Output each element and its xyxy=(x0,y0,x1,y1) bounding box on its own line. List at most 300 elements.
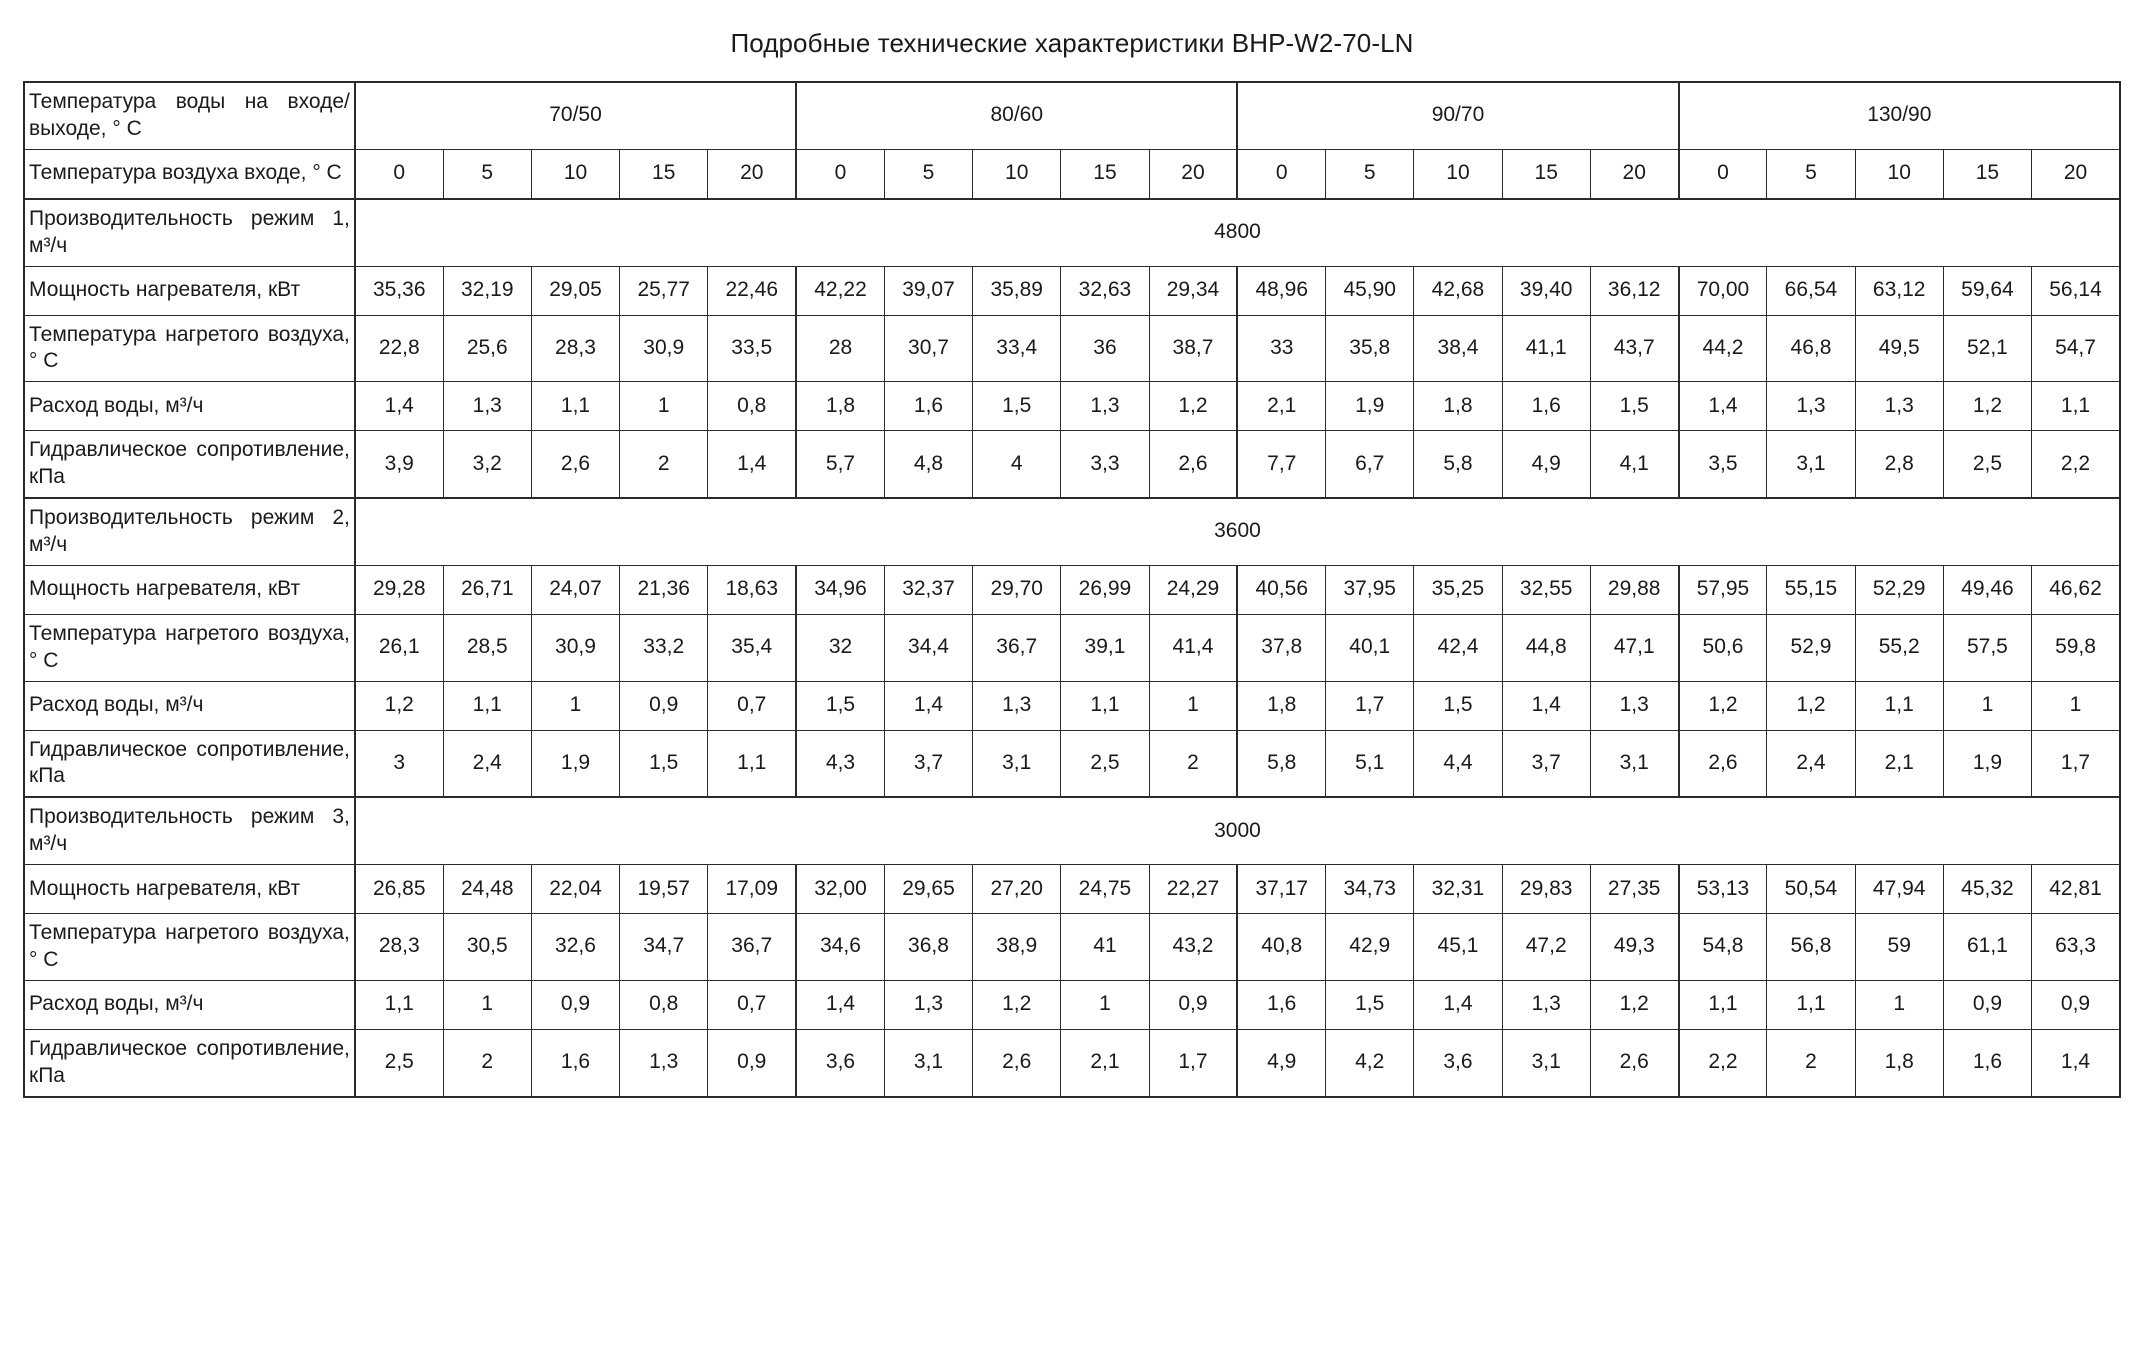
data-cell: 42,4 xyxy=(1414,614,1502,681)
data-cell: 24,29 xyxy=(1149,565,1237,614)
table-row-water-temp xyxy=(24,82,2120,149)
data-cell: 35,8 xyxy=(1326,315,1414,382)
data-cell: 1,1 xyxy=(1679,980,1767,1029)
data-cell: 1,3 xyxy=(443,382,531,431)
data-cell: 1,3 xyxy=(620,1029,708,1096)
data-cell: 1,7 xyxy=(2032,730,2120,797)
data-cell: 0,8 xyxy=(708,382,796,431)
data-cell: 37,8 xyxy=(1237,614,1325,681)
row-label-air-temp-in: Температура воздуха входе, ° С xyxy=(24,149,355,199)
data-cell: 22,27 xyxy=(1149,865,1237,914)
data-cell: 49,3 xyxy=(1590,914,1678,981)
data-cell: 63,3 xyxy=(2032,914,2120,981)
data-cell: 56,8 xyxy=(1767,914,1855,981)
data-cell: 3,6 xyxy=(1414,1029,1502,1096)
data-cell: 1,4 xyxy=(2032,1029,2120,1096)
data-cell: 2,2 xyxy=(1679,1029,1767,1096)
data-cell: 4,3 xyxy=(796,730,884,797)
row-label-water-temp: Температура воды на входе/выходе, ° С xyxy=(24,82,355,149)
data-cell: 5,1 xyxy=(1326,730,1414,797)
data-cell: 1,6 xyxy=(1237,980,1325,1029)
data-cell: 1,5 xyxy=(973,382,1061,431)
data-cell: 34,73 xyxy=(1326,865,1414,914)
air-temp-cell: 0 xyxy=(1237,149,1325,199)
data-cell: 1,9 xyxy=(531,730,619,797)
data-cell: 1,1 xyxy=(708,730,796,797)
air-temp-cell: 5 xyxy=(1326,149,1414,199)
data-cell: 59,64 xyxy=(1943,266,2031,315)
data-cell: 1,3 xyxy=(1767,382,1855,431)
row-label-capacity-1: Производительность режим 1, м³/ч xyxy=(24,199,355,266)
data-cell: 1,1 xyxy=(2032,382,2120,431)
data-cell: 4,2 xyxy=(1326,1029,1414,1096)
data-cell: 45,90 xyxy=(1326,266,1414,315)
air-temp-cell: 0 xyxy=(355,149,443,199)
data-cell: 0,9 xyxy=(708,1029,796,1096)
data-cell: 1,1 xyxy=(531,382,619,431)
data-cell: 32,00 xyxy=(796,865,884,914)
table-row-water-flow-mode-2 xyxy=(24,681,2120,730)
data-cell: 1,9 xyxy=(1943,730,2031,797)
air-temp-cell: 10 xyxy=(1855,149,1943,199)
air-temp-cell: 0 xyxy=(796,149,884,199)
data-cell: 32,37 xyxy=(884,565,972,614)
air-temp-cell: 5 xyxy=(1767,149,1855,199)
table-row-heater-power-mode-2 xyxy=(24,565,2120,614)
data-cell: 30,9 xyxy=(620,315,708,382)
data-cell: 29,28 xyxy=(355,565,443,614)
data-cell: 39,07 xyxy=(884,266,972,315)
data-cell: 2,2 xyxy=(2032,431,2120,498)
air-temp-cell: 5 xyxy=(443,149,531,199)
data-cell: 24,07 xyxy=(531,565,619,614)
data-cell: 3,1 xyxy=(884,1029,972,1096)
data-cell: 63,12 xyxy=(1855,266,1943,315)
data-cell: 49,5 xyxy=(1855,315,1943,382)
table-row-water-flow-mode-3 xyxy=(24,980,2120,1029)
data-cell: 27,35 xyxy=(1590,865,1678,914)
data-cell: 1,4 xyxy=(1679,382,1767,431)
air-temp-cell: 15 xyxy=(1943,149,2031,199)
data-cell: 38,7 xyxy=(1149,315,1237,382)
data-cell: 33,4 xyxy=(973,315,1061,382)
data-cell: 29,70 xyxy=(973,565,1061,614)
data-cell: 1,2 xyxy=(973,980,1061,1029)
data-cell: 26,99 xyxy=(1061,565,1149,614)
data-cell: 3,9 xyxy=(355,431,443,498)
data-cell: 1,2 xyxy=(1679,681,1767,730)
air-temp-cell: 10 xyxy=(1414,149,1502,199)
data-cell: 61,1 xyxy=(1943,914,2031,981)
water-temp-group-3: 130/90 xyxy=(1679,82,2120,149)
data-cell: 2,5 xyxy=(1943,431,2031,498)
data-cell: 52,29 xyxy=(1855,565,1943,614)
data-cell: 2 xyxy=(620,431,708,498)
data-cell: 1 xyxy=(531,681,619,730)
data-cell: 39,1 xyxy=(1061,614,1149,681)
table-row-heated-air-temp-mode-1 xyxy=(24,315,2120,382)
row-label-capacity-2: Производительность режим 2, м³/ч xyxy=(24,498,355,565)
data-cell: 1,3 xyxy=(973,681,1061,730)
air-temp-cell: 15 xyxy=(1061,149,1149,199)
data-cell: 45,1 xyxy=(1414,914,1502,981)
table-row-heater-power-mode-1 xyxy=(24,266,2120,315)
data-cell: 2 xyxy=(1149,730,1237,797)
data-cell: 52,1 xyxy=(1943,315,2031,382)
data-cell: 1,4 xyxy=(796,980,884,1029)
data-cell: 38,9 xyxy=(973,914,1061,981)
data-cell: 45,32 xyxy=(1943,865,2031,914)
data-cell: 1,2 xyxy=(1590,980,1678,1029)
air-temp-cell: 20 xyxy=(708,149,796,199)
table-row-water-flow-mode-1 xyxy=(24,382,2120,431)
data-cell: 41 xyxy=(1061,914,1149,981)
data-cell: 3,3 xyxy=(1061,431,1149,498)
data-cell: 1,5 xyxy=(1590,382,1678,431)
data-cell: 29,88 xyxy=(1590,565,1678,614)
data-cell: 2,1 xyxy=(1855,730,1943,797)
data-cell: 37,17 xyxy=(1237,865,1325,914)
data-cell: 3,1 xyxy=(1502,1029,1590,1096)
data-cell: 36,7 xyxy=(973,614,1061,681)
data-cell: 41,1 xyxy=(1502,315,1590,382)
table-row-heated-air-temp-mode-3 xyxy=(24,914,2120,981)
data-cell: 2,6 xyxy=(531,431,619,498)
row-label-water-flow: Расход воды, м³/ч xyxy=(24,382,355,431)
row-label-heater-power: Мощность нагревателя, кВт xyxy=(24,565,355,614)
data-cell: 40,8 xyxy=(1237,914,1325,981)
row-label-heated-air-temp: Температура нагретого воздуха, ° С xyxy=(24,614,355,681)
data-cell: 50,6 xyxy=(1679,614,1767,681)
data-cell: 3,1 xyxy=(973,730,1061,797)
data-cell: 4,8 xyxy=(884,431,972,498)
data-cell: 2,4 xyxy=(1767,730,1855,797)
data-cell: 1,2 xyxy=(355,681,443,730)
row-label-hydraulic-resistance: Гидравлическое сопротивление, кПа xyxy=(24,1029,355,1096)
data-cell: 42,22 xyxy=(796,266,884,315)
data-cell: 42,9 xyxy=(1326,914,1414,981)
data-cell: 29,83 xyxy=(1502,865,1590,914)
data-cell: 0,9 xyxy=(620,681,708,730)
data-cell: 42,81 xyxy=(2032,865,2120,914)
data-cell: 32,31 xyxy=(1414,865,1502,914)
data-cell: 53,13 xyxy=(1679,865,1767,914)
data-cell: 0,7 xyxy=(708,980,796,1029)
data-cell: 2 xyxy=(443,1029,531,1096)
data-cell: 1,8 xyxy=(1414,382,1502,431)
water-temp-group-1: 80/60 xyxy=(796,82,1237,149)
data-cell: 28,3 xyxy=(355,914,443,981)
data-cell: 0,9 xyxy=(2032,980,2120,1029)
data-cell: 43,2 xyxy=(1149,914,1237,981)
row-label-hydraulic-resistance: Гидравлическое сопротивление, кПа xyxy=(24,730,355,797)
data-cell: 1,3 xyxy=(1590,681,1678,730)
data-cell: 22,46 xyxy=(708,266,796,315)
data-cell: 56,14 xyxy=(2032,266,2120,315)
data-cell: 30,9 xyxy=(531,614,619,681)
row-label-water-flow: Расход воды, м³/ч xyxy=(24,681,355,730)
data-cell: 1,8 xyxy=(796,382,884,431)
data-cell: 2,6 xyxy=(1590,1029,1678,1096)
capacity-value-mode-3: 3000 xyxy=(355,797,2120,864)
data-cell: 47,1 xyxy=(1590,614,1678,681)
data-cell: 1,3 xyxy=(1061,382,1149,431)
data-cell: 1,6 xyxy=(1943,1029,2031,1096)
data-cell: 1,1 xyxy=(1767,980,1855,1029)
data-cell: 1,3 xyxy=(1855,382,1943,431)
data-cell: 34,4 xyxy=(884,614,972,681)
data-cell: 26,71 xyxy=(443,565,531,614)
air-temp-cell: 0 xyxy=(1679,149,1767,199)
data-cell: 0,8 xyxy=(620,980,708,1029)
data-cell: 5,8 xyxy=(1414,431,1502,498)
data-cell: 39,40 xyxy=(1502,266,1590,315)
data-cell: 19,57 xyxy=(620,865,708,914)
data-cell: 26,1 xyxy=(355,614,443,681)
data-cell: 57,95 xyxy=(1679,565,1767,614)
data-cell: 2,1 xyxy=(1237,382,1325,431)
data-cell: 4,9 xyxy=(1502,431,1590,498)
data-cell: 32 xyxy=(796,614,884,681)
data-cell: 30,5 xyxy=(443,914,531,981)
data-cell: 2,4 xyxy=(443,730,531,797)
data-cell: 34,6 xyxy=(796,914,884,981)
data-cell: 44,8 xyxy=(1502,614,1590,681)
data-cell: 28 xyxy=(796,315,884,382)
data-cell: 3 xyxy=(355,730,443,797)
data-cell: 36,8 xyxy=(884,914,972,981)
data-cell: 28,5 xyxy=(443,614,531,681)
data-cell: 1 xyxy=(620,382,708,431)
data-cell: 3,6 xyxy=(796,1029,884,1096)
data-cell: 24,75 xyxy=(1061,865,1149,914)
data-cell: 1,1 xyxy=(355,980,443,1029)
data-cell: 35,4 xyxy=(708,614,796,681)
data-cell: 35,89 xyxy=(973,266,1061,315)
data-cell: 1 xyxy=(1149,681,1237,730)
data-cell: 2 xyxy=(1767,1029,1855,1096)
data-cell: 33,5 xyxy=(708,315,796,382)
data-cell: 52,9 xyxy=(1767,614,1855,681)
data-cell: 1 xyxy=(1855,980,1943,1029)
data-cell: 47,2 xyxy=(1502,914,1590,981)
data-cell: 70,00 xyxy=(1679,266,1767,315)
data-cell: 32,6 xyxy=(531,914,619,981)
data-cell: 0,9 xyxy=(531,980,619,1029)
data-cell: 43,7 xyxy=(1590,315,1678,382)
data-cell: 1,5 xyxy=(620,730,708,797)
data-cell: 33 xyxy=(1237,315,1325,382)
data-cell: 32,55 xyxy=(1502,565,1590,614)
data-cell: 1,5 xyxy=(796,681,884,730)
data-cell: 29,34 xyxy=(1149,266,1237,315)
table-body xyxy=(24,82,2120,1097)
table-row-capacity-mode-3 xyxy=(24,797,2120,864)
data-cell: 5,7 xyxy=(796,431,884,498)
data-cell: 3,5 xyxy=(1679,431,1767,498)
data-cell: 21,36 xyxy=(620,565,708,614)
data-cell: 59 xyxy=(1855,914,1943,981)
air-temp-cell: 20 xyxy=(2032,149,2120,199)
data-cell: 2,6 xyxy=(1149,431,1237,498)
data-cell: 4,4 xyxy=(1414,730,1502,797)
data-cell: 32,63 xyxy=(1061,266,1149,315)
data-cell: 25,6 xyxy=(443,315,531,382)
data-cell: 1,4 xyxy=(355,382,443,431)
data-cell: 1,3 xyxy=(884,980,972,1029)
data-cell: 6,7 xyxy=(1326,431,1414,498)
data-cell: 1,6 xyxy=(884,382,972,431)
table-row-capacity-mode-1 xyxy=(24,199,2120,266)
data-cell: 2,5 xyxy=(1061,730,1149,797)
data-cell: 57,5 xyxy=(1943,614,2031,681)
data-cell: 44,2 xyxy=(1679,315,1767,382)
capacity-value-mode-1: 4800 xyxy=(355,199,2120,266)
data-cell: 1,6 xyxy=(1502,382,1590,431)
air-temp-cell: 15 xyxy=(620,149,708,199)
data-cell: 29,65 xyxy=(884,865,972,914)
data-cell: 46,8 xyxy=(1767,315,1855,382)
data-cell: 34,96 xyxy=(796,565,884,614)
row-label-heated-air-temp: Температура нагретого воздуха, ° С xyxy=(24,914,355,981)
data-cell: 34,7 xyxy=(620,914,708,981)
data-cell: 1,2 xyxy=(1767,681,1855,730)
data-cell: 55,15 xyxy=(1767,565,1855,614)
row-label-heater-power: Мощность нагревателя, кВт xyxy=(24,865,355,914)
air-temp-cell: 15 xyxy=(1502,149,1590,199)
air-temp-cell: 5 xyxy=(884,149,972,199)
data-cell: 2,6 xyxy=(973,1029,1061,1096)
data-cell: 40,1 xyxy=(1326,614,1414,681)
air-temp-cell: 20 xyxy=(1590,149,1678,199)
data-cell: 1,1 xyxy=(443,681,531,730)
table-row-capacity-mode-2 xyxy=(24,498,2120,565)
data-cell: 1 xyxy=(443,980,531,1029)
data-cell: 1,5 xyxy=(1414,681,1502,730)
data-cell: 5,8 xyxy=(1237,730,1325,797)
data-cell: 1,6 xyxy=(531,1029,619,1096)
data-cell: 46,62 xyxy=(2032,565,2120,614)
table-row-heater-power-mode-3 xyxy=(24,865,2120,914)
data-cell: 26,85 xyxy=(355,865,443,914)
row-label-hydraulic-resistance: Гидравлическое сопротивление, кПа xyxy=(24,431,355,498)
data-cell: 32,19 xyxy=(443,266,531,315)
data-cell: 1,4 xyxy=(1414,980,1502,1029)
data-cell: 30,7 xyxy=(884,315,972,382)
data-cell: 38,4 xyxy=(1414,315,1502,382)
data-cell: 29,05 xyxy=(531,266,619,315)
data-cell: 40,56 xyxy=(1237,565,1325,614)
data-cell: 48,96 xyxy=(1237,266,1325,315)
data-cell: 3,1 xyxy=(1767,431,1855,498)
data-cell: 0,7 xyxy=(708,681,796,730)
data-cell: 2,5 xyxy=(355,1029,443,1096)
air-temp-cell: 20 xyxy=(1149,149,1237,199)
data-cell: 4,1 xyxy=(1590,431,1678,498)
data-cell: 36,12 xyxy=(1590,266,1678,315)
air-temp-cell: 10 xyxy=(973,149,1061,199)
data-cell: 22,8 xyxy=(355,315,443,382)
table-row-heated-air-temp-mode-2 xyxy=(24,614,2120,681)
technical-specifications-table xyxy=(23,81,2121,1098)
data-cell: 27,20 xyxy=(973,865,1061,914)
data-cell: 1 xyxy=(1061,980,1149,1029)
data-cell: 0,9 xyxy=(1149,980,1237,1029)
data-cell: 1,4 xyxy=(708,431,796,498)
data-cell: 47,94 xyxy=(1855,865,1943,914)
row-label-capacity-3: Производительность режим 3, м³/ч xyxy=(24,797,355,864)
data-cell: 2,8 xyxy=(1855,431,1943,498)
data-cell: 1,2 xyxy=(1149,382,1237,431)
data-cell: 59,8 xyxy=(2032,614,2120,681)
data-cell: 1 xyxy=(1943,681,2031,730)
data-cell: 54,8 xyxy=(1679,914,1767,981)
data-cell: 50,54 xyxy=(1767,865,1855,914)
data-cell: 1,1 xyxy=(1061,681,1149,730)
data-cell: 36 xyxy=(1061,315,1149,382)
data-cell: 25,77 xyxy=(620,266,708,315)
data-cell: 28,3 xyxy=(531,315,619,382)
data-cell: 2,1 xyxy=(1061,1029,1149,1096)
page-title: Подробные технические характеристики BHP-W2-70-LN xyxy=(730,28,1414,58)
data-cell: 0,9 xyxy=(1943,980,2031,1029)
data-cell: 33,2 xyxy=(620,614,708,681)
data-cell: 3,7 xyxy=(884,730,972,797)
data-cell: 4,9 xyxy=(1237,1029,1325,1096)
data-cell: 55,2 xyxy=(1855,614,1943,681)
data-cell: 4 xyxy=(973,431,1061,498)
data-cell: 1,7 xyxy=(1326,681,1414,730)
data-cell: 1,5 xyxy=(1326,980,1414,1029)
data-cell: 1,9 xyxy=(1326,382,1414,431)
data-cell: 1,8 xyxy=(1855,1029,1943,1096)
data-cell: 2,6 xyxy=(1679,730,1767,797)
data-cell: 1,4 xyxy=(1502,681,1590,730)
data-cell: 3,7 xyxy=(1502,730,1590,797)
data-cell: 24,48 xyxy=(443,865,531,914)
data-cell: 1,7 xyxy=(1149,1029,1237,1096)
data-cell: 1,4 xyxy=(884,681,972,730)
data-cell: 1 xyxy=(2032,681,2120,730)
data-cell: 1,2 xyxy=(1943,382,2031,431)
data-cell: 1,1 xyxy=(1855,681,1943,730)
data-cell: 22,04 xyxy=(531,865,619,914)
data-cell: 35,25 xyxy=(1414,565,1502,614)
data-cell: 1,8 xyxy=(1237,681,1325,730)
data-cell: 1,3 xyxy=(1502,980,1590,1029)
table-row-hydraulic-resistance-mode-3 xyxy=(24,1029,2120,1096)
data-cell: 42,68 xyxy=(1414,266,1502,315)
data-cell: 49,46 xyxy=(1943,565,2031,614)
data-cell: 36,7 xyxy=(708,914,796,981)
table-row-hydraulic-resistance-mode-2 xyxy=(24,730,2120,797)
data-cell: 17,09 xyxy=(708,865,796,914)
data-cell: 3,1 xyxy=(1590,730,1678,797)
data-cell: 35,36 xyxy=(355,266,443,315)
row-label-heated-air-temp: Температура нагретого воздуха, ° С xyxy=(24,315,355,382)
data-cell: 37,95 xyxy=(1326,565,1414,614)
data-cell: 66,54 xyxy=(1767,266,1855,315)
data-cell: 3,2 xyxy=(443,431,531,498)
data-cell: 18,63 xyxy=(708,565,796,614)
table-row-air-temp-in xyxy=(24,149,2120,199)
row-label-water-flow: Расход воды, м³/ч xyxy=(24,980,355,1029)
data-cell: 54,7 xyxy=(2032,315,2120,382)
row-label-heater-power: Мощность нагревателя, кВт xyxy=(24,266,355,315)
water-temp-group-0: 70/50 xyxy=(355,82,796,149)
table-row-hydraulic-resistance-mode-1 xyxy=(24,431,2120,498)
water-temp-group-2: 90/70 xyxy=(1237,82,1678,149)
